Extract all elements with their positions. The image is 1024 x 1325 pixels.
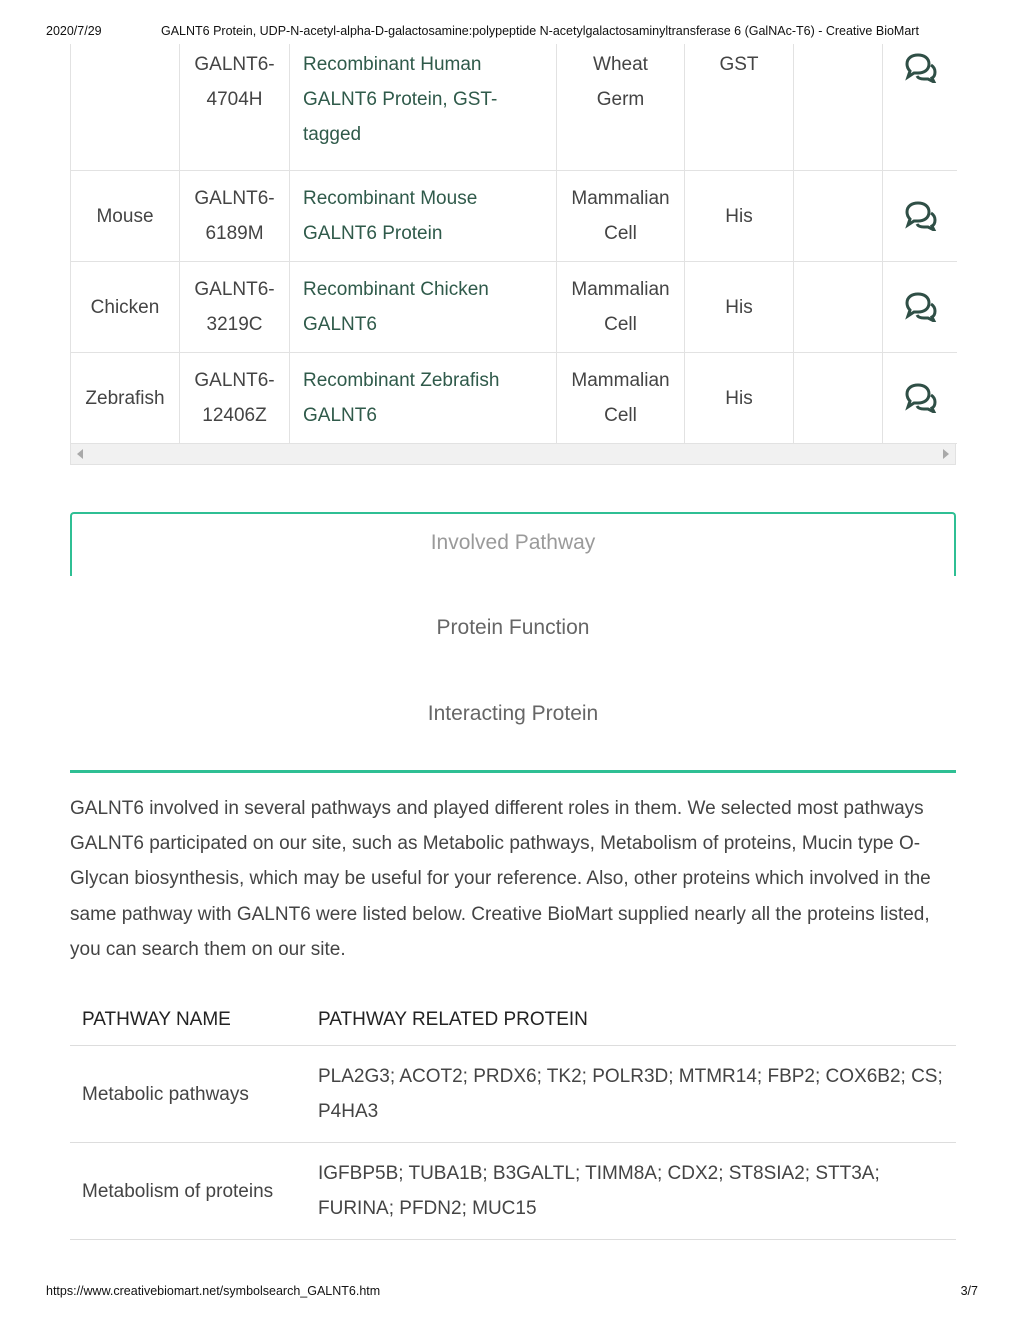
source-part: Germ bbox=[596, 89, 645, 110]
related-protein-cell: PLA2G3; ACOT2; PRDX6; TK2; POLR3D; MTMR14; FBP2; COX6B2; CS; P4HA3 bbox=[306, 1046, 956, 1143]
inquiry-cell bbox=[883, 171, 957, 262]
pathway-table bbox=[70, 995, 956, 1240]
product-table-container bbox=[70, 44, 956, 465]
tab-involved-pathway[interactable]: Involved Pathway bbox=[430, 531, 596, 554]
code-part: GALNT6- bbox=[194, 54, 275, 75]
product-code-cell bbox=[180, 353, 290, 444]
table-header-row bbox=[70, 995, 956, 1046]
product-code-cell bbox=[180, 262, 290, 353]
code-part: GALNT6- bbox=[194, 370, 275, 391]
tag-cell: His bbox=[685, 262, 794, 353]
column-header-related-protein: PATHWAY RELATED PROTEIN bbox=[306, 995, 956, 1046]
chat-icon[interactable] bbox=[903, 383, 937, 413]
product-link[interactable]: Recombinant Chicken GALNT6 bbox=[303, 279, 489, 335]
chat-icon[interactable] bbox=[903, 53, 937, 83]
print-footer bbox=[46, 1284, 978, 1298]
table-row bbox=[71, 171, 957, 262]
page-number: 3/7 bbox=[960, 1284, 978, 1298]
product-link[interactable]: Recombinant Mouse GALNT6 Protein bbox=[303, 188, 478, 244]
species-cell: Mouse bbox=[71, 171, 180, 262]
source-part: Cell bbox=[604, 405, 637, 426]
inquiry-cell bbox=[883, 353, 957, 444]
related-protein-cell: IGFBP5B; TUBA1B; B3GALTL; TIMM8A; CDX2; ST8SIA2; STT3A; FURINA; PFDN2; MUC15 bbox=[306, 1143, 956, 1240]
chat-icon[interactable] bbox=[903, 201, 937, 231]
tag-cell: His bbox=[685, 171, 794, 262]
species-cell bbox=[71, 44, 180, 171]
table-row bbox=[71, 353, 957, 444]
tag-cell: GST bbox=[685, 44, 794, 171]
code-part: 3219C bbox=[206, 314, 263, 335]
blank-cell bbox=[794, 171, 883, 262]
pathway-name-cell: Metabolic pathways bbox=[70, 1046, 306, 1143]
scroll-left-arrow-icon[interactable] bbox=[77, 449, 83, 459]
product-code-cell bbox=[180, 44, 290, 171]
chat-icon[interactable] bbox=[903, 292, 937, 322]
blank-cell bbox=[794, 353, 883, 444]
page-url: https://www.creativebiomart.net/symbolsearch_GALNT6.htm bbox=[46, 1284, 381, 1298]
pathway-table-container bbox=[70, 995, 956, 1240]
product-name-cell bbox=[290, 44, 557, 171]
code-part: 4704H bbox=[206, 89, 263, 110]
source-part: Mammalian bbox=[571, 370, 670, 391]
code-part: 6189M bbox=[205, 223, 264, 244]
inquiry-cell bbox=[883, 44, 957, 171]
code-part: GALNT6- bbox=[194, 188, 275, 209]
species-cell: Zebrafish bbox=[71, 353, 180, 444]
pathway-name-cell: Metabolism of proteins bbox=[70, 1143, 306, 1240]
blank-cell bbox=[794, 44, 883, 171]
product-table bbox=[70, 44, 957, 444]
product-name-cell bbox=[290, 262, 557, 353]
product-name-cell bbox=[290, 353, 557, 444]
product-link[interactable]: Recombinant Human GALNT6 Protein, GST-tagged bbox=[303, 54, 498, 145]
table-row bbox=[71, 262, 957, 353]
tag-cell: His bbox=[685, 353, 794, 444]
code-part: 12406Z bbox=[202, 405, 267, 426]
scroll-right-arrow-icon[interactable] bbox=[943, 449, 949, 459]
species-cell: Chicken bbox=[71, 262, 180, 353]
product-name-cell bbox=[290, 171, 557, 262]
product-link[interactable]: Recombinant Zebrafish GALNT6 bbox=[303, 370, 500, 426]
table-row bbox=[70, 1143, 956, 1240]
source-cell bbox=[557, 353, 685, 444]
horizontal-scrollbar[interactable] bbox=[70, 444, 956, 465]
source-cell bbox=[557, 171, 685, 262]
code-part: GALNT6- bbox=[194, 279, 275, 300]
source-part: Cell bbox=[604, 223, 637, 244]
inquiry-cell bbox=[883, 262, 957, 353]
source-part: Mammalian bbox=[571, 188, 670, 209]
source-cell bbox=[557, 262, 685, 353]
table-row bbox=[71, 44, 957, 171]
print-page-title: GALNT6 Protein, UDP-N-acetyl-alpha-D-galactosamine:polypeptide N-acetylgalactosaminyltransferase 6 (GalNAc-T6) - Creative BioMart bbox=[161, 24, 919, 38]
pathway-description: GALNT6 involved in several pathways and played different roles in them. We selected most pathways GALNT6 participated on our site, such as Metabolic pathways, Metabolism of proteins, Mucin type O-Glycan biosynthesis, which may be useful for your reference. Also, other proteins which involved in the same pathway with GALNT6 were listed below. Creative BioMart supplied nearly all the proteins listed, you can search them on our site. bbox=[70, 798, 931, 960]
column-header-pathway-name: PATHWAY NAME bbox=[70, 995, 306, 1046]
product-code-cell bbox=[180, 171, 290, 262]
source-cell bbox=[557, 44, 685, 171]
print-header bbox=[46, 24, 978, 38]
tab-interacting-protein[interactable]: Interacting Protein bbox=[427, 702, 599, 725]
tab-protein-function[interactable]: Protein Function bbox=[436, 616, 590, 639]
table-row bbox=[70, 1046, 956, 1143]
source-part: Cell bbox=[604, 314, 637, 335]
blank-cell bbox=[794, 262, 883, 353]
tab-divider bbox=[70, 770, 956, 773]
source-part: Wheat bbox=[593, 54, 648, 75]
print-date: 2020/7/29 bbox=[46, 24, 102, 38]
source-part: Mammalian bbox=[571, 279, 670, 300]
